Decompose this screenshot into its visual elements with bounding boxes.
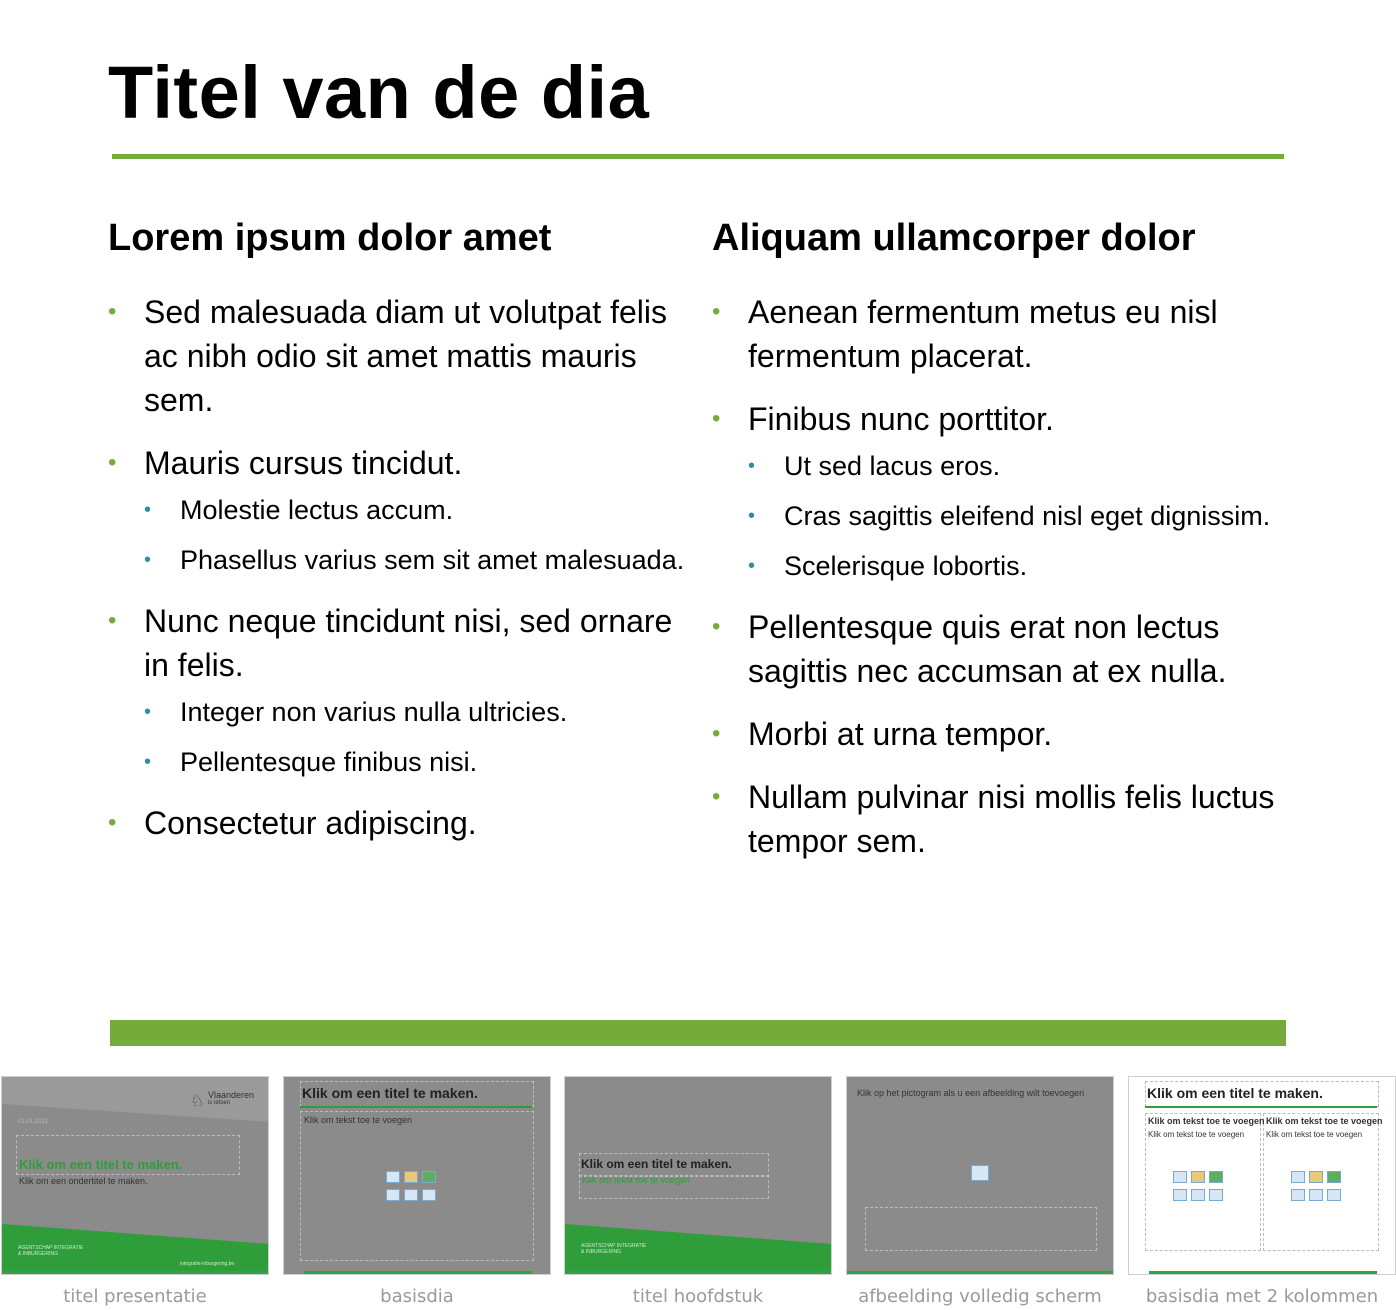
slide-title[interactable]: Titel van de dia [108, 51, 650, 134]
bullet-item[interactable] [108, 441, 688, 580]
left-bullet-list [108, 290, 688, 845]
title-divider [112, 154, 1284, 159]
layout-thumb-basisdia[interactable] [283, 1076, 551, 1275]
insert-content-icons [1173, 1171, 1233, 1205]
thumb-caption-placeholder [865, 1207, 1097, 1251]
sub-bullet-list [748, 447, 1292, 586]
layout-thumb-afbeelding-volledig-scherm[interactable] [846, 1076, 1114, 1275]
thumb-logo-text: Vlaanderen [208, 1090, 255, 1100]
layout-label: basisdia [380, 1286, 454, 1307]
thumb-title-rule [1145, 1106, 1377, 1108]
bullet-item[interactable]: • Nullam pulvinar nisi mollis felis luctus tempor sem. [712, 775, 1292, 863]
insert-content-icons [1291, 1171, 1351, 1205]
thumb-agency-text: AGENTSCHAP INTEGRATIE & INBURGERING [581, 1243, 647, 1255]
thumb-underline [1149, 1271, 1377, 1274]
thumb-col2-head: Klik om tekst toe te voegen [1266, 1116, 1383, 1126]
lion-logo-icon: ♘ [190, 1093, 205, 1110]
sub-bullet-item[interactable]: • Phasellus varius sem sit amet malesuada. [144, 541, 688, 580]
bullet-item[interactable]: • Consectetur adipiscing. [108, 801, 688, 845]
footer-bar [110, 1020, 1286, 1046]
thumb-title-text: Klik om een titel te maken. [302, 1085, 478, 1101]
right-column[interactable] [712, 214, 1292, 882]
thumb-agency-text: AGENTSCHAP INTEGRATIE & INBURGERING [18, 1245, 84, 1257]
bullet-item[interactable]: • Pellentesque quis erat non lectus sagittis nec accumsan at ex nulla. [712, 605, 1292, 693]
thumb-title-text: Klik om een titel te maken. [1147, 1085, 1323, 1101]
sub-bullet-item[interactable]: • Scelerisque lobortis. [748, 547, 1292, 586]
layout-label: afbeelding volledig scherm [858, 1286, 1102, 1307]
sub-bullet-list [144, 693, 688, 782]
bullet-item[interactable] [712, 397, 1292, 586]
thumb-body-text: Klik om tekst toe te voegen [582, 1175, 691, 1185]
thumb-logo-sub: is ietsen [208, 1100, 231, 1106]
thumb-underline [2, 1271, 268, 1274]
thumb-date: 01.01.2021 [18, 1119, 49, 1125]
thumb-col1-body: Klik om tekst toe te voegen [1148, 1130, 1245, 1139]
layout-thumb-titel-hoofdstuk[interactable] [564, 1076, 832, 1275]
thumb-underline [565, 1271, 831, 1274]
bullet-text: Finibus nunc porttitor. [748, 401, 1054, 437]
thumb-site-text: integratie-inburgering.be [180, 1261, 235, 1267]
sub-bullet-list [144, 491, 688, 580]
layout-thumb-titel-presentatie[interactable] [1, 1076, 269, 1275]
sub-bullet-item[interactable]: • Molestie lectus accum. [144, 491, 688, 530]
bullet-text: Mauris cursus tincidut. [144, 445, 463, 481]
sub-bullet-item[interactable]: • Integer non varius nulla ultricies. [144, 693, 688, 732]
picture-icon [971, 1165, 989, 1181]
bullet-text: Nunc neque tincidunt nisi, sed ornare in felis. [144, 603, 673, 683]
thumb-title-text: Klik om een titel te maken. [19, 1157, 183, 1172]
bullet-item[interactable]: • Sed malesuada diam ut volutpat felis ac nibh odio sit amet mattis mauris sem. [108, 290, 688, 422]
thumb-title-text: Klik om een titel te maken. [581, 1157, 732, 1171]
thumb-col1-head: Klik om tekst toe te voegen [1148, 1116, 1265, 1126]
layout-label: titel presentatie [63, 1286, 207, 1307]
thumb-title-rule [300, 1106, 532, 1108]
left-column-heading[interactable]: Lorem ipsum dolor amet [108, 217, 552, 259]
bullet-item[interactable]: • Aenean fermentum metus eu nisl fermentum placerat. [712, 290, 1292, 378]
right-column-heading[interactable]: Aliquam ullamcorper dolor [712, 217, 1196, 259]
sub-bullet-item[interactable]: • Pellentesque finibus nisi. [144, 743, 688, 782]
layout-label: titel hoofdstuk [632, 1286, 764, 1307]
layout-thumb-basisdia-met-2-kolommen[interactable] [1128, 1076, 1396, 1275]
thumb-body-text: Klik om tekst toe te voegen [304, 1115, 413, 1125]
insert-content-icons [386, 1171, 446, 1205]
thumb-underline [847, 1271, 1113, 1274]
right-bullet-list [712, 290, 1292, 863]
layout-label: basisdia met 2 kolommen [1145, 1286, 1379, 1307]
bullet-item[interactable] [108, 599, 688, 782]
thumb-subtitle-text: Klik om een ondertitel te maken. [19, 1176, 148, 1186]
thumb-col2-body: Klik om tekst toe te voegen [1266, 1130, 1363, 1139]
layout-gallery [0, 1076, 1396, 1310]
sub-bullet-item[interactable]: • Ut sed lacus eros. [748, 447, 1292, 486]
left-column[interactable] [108, 214, 688, 864]
thumb-body-text: Klik op het pictogram als u een afbeelding wilt toevoegen [857, 1088, 1085, 1098]
sub-bullet-item[interactable]: • Cras sagittis eleifend nisl eget dignissim. [748, 497, 1292, 536]
bullet-item[interactable]: • Morbi at urna tempor. [712, 712, 1292, 756]
thumb-underline [304, 1271, 532, 1274]
